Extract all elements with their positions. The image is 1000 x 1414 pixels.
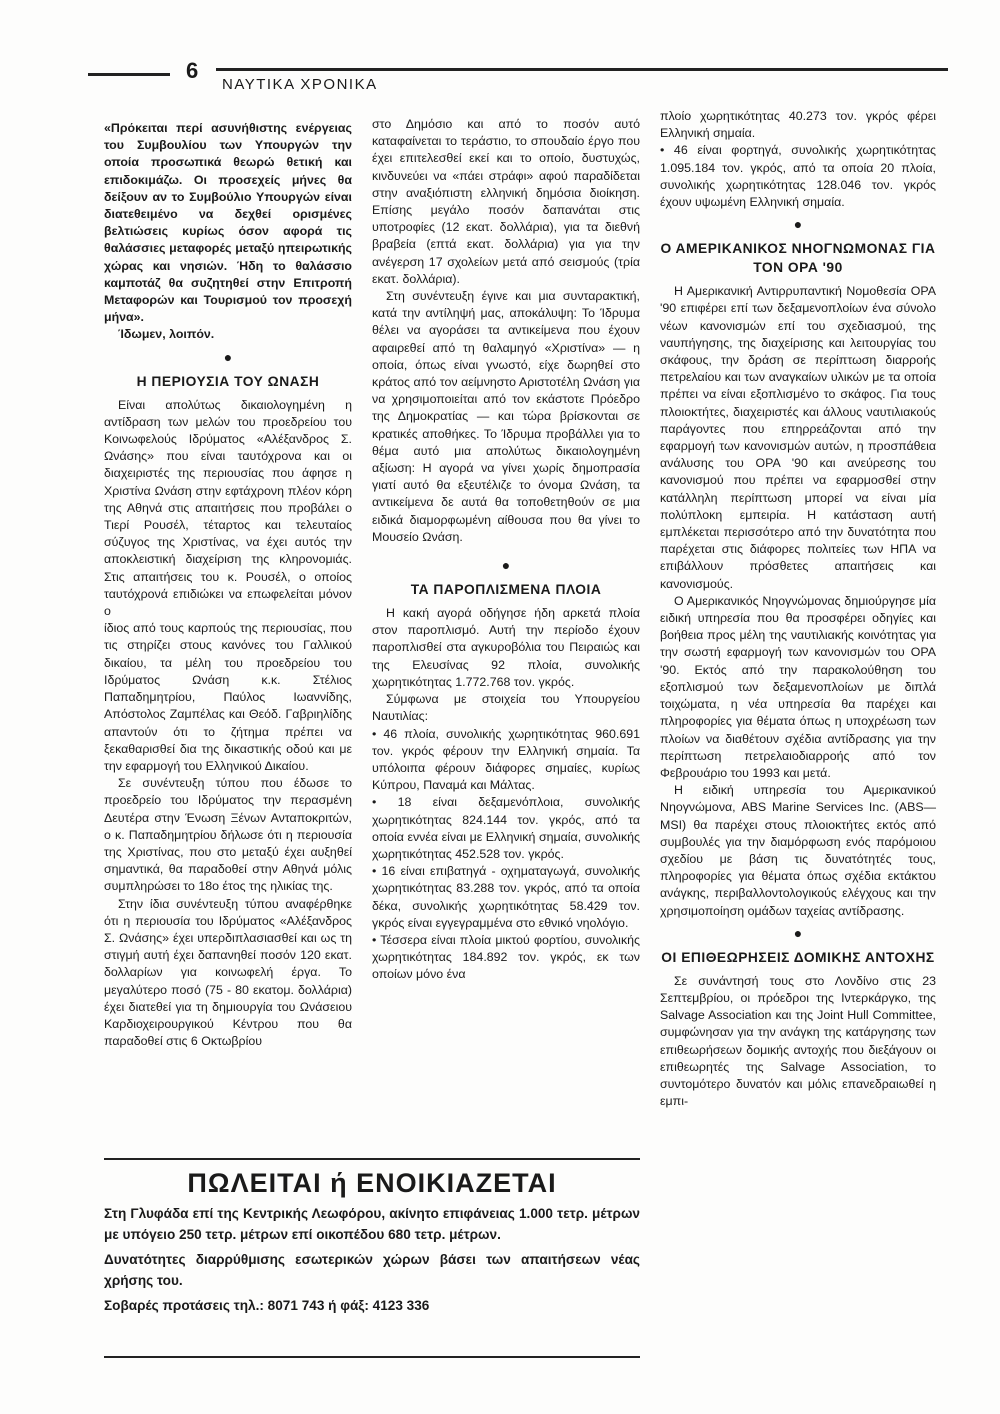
bullet-item: • 16 είναι επιβατηγά - οχηματαγωγά, συνολικής χωρητικότητας 83.288 τον. γκρός, από τα οποία δέκα, συνολικής χωρητικότητας 58.429 τον. γκρός είναι εγγεγραμμένα στο εθνικό νηολόγιο. (372, 864, 640, 930)
ad-contact: Σοβαρές προτάσεις τηλ.: 8071 743 ή φάξ: 4123 336 (104, 1298, 430, 1313)
article-heading-onassis: Η ΠΕΡΙΟΥΣΙΑ ΤΟΥ ΩΝΑΣΗ (136, 373, 320, 389)
article-heading-laid-up-ships: ΤΑ ΠΑΡΟΠΛΙΣΜΕΝΑ ΠΛΟΙΑ (410, 582, 602, 598)
ad-property-description: Στη Γλυφάδα επί της Κεντρικής Λεωφόρου, ακίνητο επιφάνειας 1.000 τετρ. μέτρων με υπόγειο 250 τετρ. μέτρων επί οικοπέδου 680 τετρ. μέτρων. (104, 1206, 640, 1242)
article-paragraph: στο Δημόσιο και από το ποσόν αυτό καταφαίνεται το τεράστιο, το σπουδαίο έργο που έχει επιτελεσθεί εκεί και το οποίο, δυστυχώς, κινδυνεύει να «πάει στράφι» αφού παραδίδεται στην αναξιόπιστη ελληνική δημόσια διοίκηση. Επίσης μεγάλο ποσόν δαπανάται στις υποτροφίες (12 εκατ. δολλάρια), για τα διεθνή βραβεία (επτά εκατ. δολλάρια) για για την ανέγερση 17 σχολείων μετά από σεισμούς (τρία εκατ. δολλάρια). (372, 117, 640, 286)
column-1 (104, 120, 352, 1050)
article-paragraph: Σε συνέντευξη τύπου που έδωσε το προεδρείο του Ιδρύματος την περασμένη Δευτέρα στην Ένωση Ξένων Ανταποκριτών, ο κ. Παπαδημητρίου δήλωσε ότι η περιουσία της Χριστίνας, που στο μεταξύ έχει αυξηθεί σημαντικά, θα παραδοθεί στην Αθηνά μόλις συμπληρώσει το 18ο έτος της ηλικίας της. (104, 776, 352, 894)
article-paragraph: Σε συνάντησή τους στο Λονδίνο στις 23 Σεπτεμβρίου, οι πρόεδροι της Ιντερκάργκο, της Salvage Association και της Joint Hull Committee, συμφώνησαν για την ανάγκη της κατάργησης των επιθεωρήσεων δομικής αντοχής που διεξάγουν οι επιθεωρητές της Salvage Association, το συντομότερο δυνατόν και μόλις επανεδραιωθεί η εμπι- (660, 973, 936, 1109)
column-2 (372, 116, 640, 984)
quote-closing: Ίδωμεν, λοιπόν. (118, 327, 215, 342)
article-paragraph: Σύμφωνα με στοιχεία του Υπουργείου Ναυτιλίας: (372, 692, 640, 724)
article-paragraph: Η ειδική υπηρεσία του Αμερικανικού Νηογνώμονα, ABS Marine Services Inc. (ABS—MSI) θα παρέχει στους πλοιοκτήτες εκτός από συμβουλές για την διαμόρφωση ενός παρόμοιου σχεδίου με βάση τις δυνατότητές τους, πληροφορίες για θέματα όπως σχέδια εκτάκτου ανάγκης, περιβαλλοντολογικούς ελέγχους και την χρησιμοποίηση ομάδων ταχείας αντίδρασης. (660, 783, 936, 918)
quote-paragraph: «Πρόκειται περί ασυνήθιστης ενέργειας του Συμβουλίου των Υπουργών την οποία προσωπικά θεωρώ θετική και επιδοκιμάζω. Οι προσεχείς μήνες θα δείξουν αν το Συμβούλιο Υπουργών είναι διατεθειμένο να δεχθεί ορισμένες βελτιώσεις κυρίως όσον αφορά τις θαλάσσιες μεταφορές μεταξύ ηπειρωτικής χώρας και νησιών. Ήδη το θαλάσσιο καμποτάζ θα συζητηθεί στην Επιτροπή Μεταφορών και Τουρισμού τον προσεχή μήνα». (104, 121, 352, 325)
bullet-item: • 46 πλοία, συνολικής χωρητικότητας 960.691 τον. γκρός φέρουν την Ελληνική σημαία. Τα υπόλοιπα φέρουν διάφορες σημαίες, κυρίως Κύπρου, Παναμά και Μάλτας. (372, 726, 640, 793)
article-paragraph: πλοίο χωρητικότητας 40.273 τον. γκρός φέρει Ελληνική σημαία. (660, 109, 936, 141)
ad-rule-bottom (104, 1356, 640, 1358)
section-divider-dot: ● (793, 216, 803, 233)
column-3 (660, 108, 936, 1110)
ad-rule-top (104, 1158, 640, 1160)
article-paragraph: Η κακή αγορά οδήγησε ήδη αρκετά πλοία στον παροπλισμό. Αυτή την περίοδο έχουν παροπλισθεί στα αγκυροβόλια του Πειραιώς και της Ελευσίνας 92 πλοία, συνολικής χωρητικότητας 1.772.768 τον. γκρός. (372, 606, 640, 689)
bullet-item: • 18 είναι δεξαμενόπλοια, συνολικής χωρητικότητας 824.144 τον. γκρός, από τα οποία εννέα είναι με Ελληνική σημαία, συνολικής χωρητικότητας 452.528 τον. γκρός. (372, 795, 640, 861)
page-number: 6 (186, 58, 199, 83)
bullet-item: • Τέσσερα είναι πλοία μικτού φορτίου, συνολικής χωρητικότητας 184.892 τον. γκρός, εκ των οποίων μόνο ένα (372, 932, 640, 982)
section-divider-dot: ● (793, 924, 803, 941)
section-divider-dot: ● (223, 348, 233, 365)
bullet-item: • 46 είναι φορτηγά, συνολικής χωρητικότητας 1.095.184 τον. γκρός, από τα οποία 20 πλοία, συνολικής χωρητικότητας 128.046 τον. γκρός έχουν υψωμένη Ελληνική σημαία. (660, 143, 936, 210)
article-paragraph: Η Αμερικανική Αντιρρυπαντική Νομοθεσία ΟΡΑ '90 επιφέρει επί των δεξαμενοπλοίων ένα σύνολο νέων κανονισμών επί του σχεδιασμού, της ναυπήγησης, της διαχείρισης και λειτουργίας του σκάφους, την δράση σε περίπτωση διαρροής πετρελαίου και των αναγκαίων υλικών με τα οποία πρέπει να είναι εξοπλισμένο το σκάφος. Για τους πλοιοκτήτες, διαχειριστές και άλλους ναυτιλιακούς παράγοντες που επηρρεάζονται από την εφαρμογή των κανονισμών αυτών, η προσπάθεια ανάλυσης του ΟΡΑ '90 και ανεύρεσης του κανονισμού που πρέπει να εφαρμοσθεί στην κατάλληλη περίπτωση μπορεί να είναι μία πολύπλοκη εμπειρία. Η κατάσταση αυτή εμπλέκεται περισσότερο από την δυνατότητα που παρέχεται στις διάφορες πολιτείες των ΗΠΑ να επιβάλλουν πρόσθετες απαιτήσεις και κανονισμούς. (660, 284, 936, 591)
publication-title: ΝΑΥΤΙΚΑ ΧΡΟΝΙΚΑ (222, 76, 378, 93)
article-heading-structural-surveys: ΟΙ ΕΠΙΘΕΩΡΗΣΕΙΣ ΔΟΜΙΚΗΣ ΑΝΤΟΧΗΣ (661, 949, 935, 965)
ad-layout-note: Δυνατότητες διαρρύθμισης εσωτερικών χώρων βάσει των απαιτήσεων νέας χρήσης του. (104, 1252, 640, 1288)
classified-advertisement (104, 1168, 640, 1316)
article-paragraph: Στην ίδια συνέντευξη τύπου αναφέρθηκε ότι η περιουσία του Ιδρύματος «Αλέξανδρος Σ. Ωνάσης» έχει υπερδιπλασιασθεί και ως τη στιγμή αυτή έχει δαπανηθεί ποσόν 120 εκατ. δολλαρίων για κοινωφελή έργα. Το μεγαλύτερο ποσό (75 - 80 εκατομ. δολλάρια) έχει διατεθεί για τη δημιουργία του Ωνάσειου Καρδιοχειρουργικού Κέντρου που θα παραδοθεί στις 6 Οκτωβρίου (104, 896, 352, 1049)
ad-title: ΠΩΛΕΙΤΑΙ ή ΕΝΟΙΚΙΑΖΕΤΑΙ (187, 1168, 557, 1198)
header-rule-top (216, 68, 948, 71)
article-paragraph: Είναι απολύτως δικαιολογημένη η αντίδραση των μελών του προεδρείου του Κοινωφελούς Ιδρύματος «Αλέξανδρος Σ. Ωνάσης» που είναι ταυτόχρονα και οι διαχειριστές της περιουσίας που άφησε η Χριστίνα Ωνάση στην εφτάχρονη πλέον κόρη της Αθηνά στις απαιτήσεις που προβάλει ο Τιερί Ρουσέλ, τέταρτος και τελευταίος σύζυγος της Χριστίνας, να έχει αυτός την αποκλειστική διαχείριση της κληρονομιάς. Στις απαιτήσεις του κ. Ρουσέλ, ο οποίος ταυτόχρονά επιδιώκει να επωφελείται μόνον ο (104, 397, 352, 619)
article-heading-abs-opa90: Ο ΑΜΕΡΙΚΑΝΙΚΟΣ ΝΗΟΓΝΩΜΟΝΑΣ ΓΙΑ ΤΟΝ ΟΡΑ '90 (660, 241, 936, 276)
article-paragraph: ίδιος από τους καρπούς της περιουσίας, που τις στηρίζει στους κανόνες του Γαλλικού δικαίου, τα μέλη του προεδρείου του Ιδρύματος Ωνάση κ.κ. Στέλιος Παπαδημητρίου, Παύλος Ιωαννίδης, Απόστολος Ζαμπέλας και Θεόδ. Γαβριηλίδης απαντούν ότι το ζήτημα πρέπει να ξεκαθαρισθεί δια της δικαστικής οδού και με την εφαρμογή του Ελληνικού Δικαίου. (104, 621, 352, 773)
article-paragraph: Στη συνέντευξη έγινε και μια συνταρακτική, κατά την αντίληψή μας, αποκάλυψη: Το Ίδρυμα θέλει να αγοράσει τα αντικείμενα που έχουν αφαιρεθεί από τη θαλαμηγό «Χριστίνα» — η οποία, όπως είναι γνωστό, είχε δωρηθεί στο κράτος από τον αείμνηστο Αριστοτέλη Ωνάση για να χρησιμοποιείται από τον εκάστοτε Πρόεδρο της Δημοκρατίας — και τώρα βρίσκονται σε κρατικές αποθήκες. Το Ίδρυμα προβάλλει για το θέμα αυτό μια απολύτως δικαιολογημένη αξίωση: Η αγορά να γίνει χωρίς δημοπρασία γιατί αυτό θα εξευτέλιζε το όνομα Ωνάση, τα αντικείμενα δε αυτά θα τοποθετηθούν σε μια ειδικά διαμορφωμένη αίθουσα που θα γίνει το Μουσείο Ωνάση. (372, 289, 640, 544)
page-header (88, 58, 948, 98)
section-divider-dot: ● (501, 557, 511, 574)
header-rule-left (88, 73, 170, 76)
article-paragraph: Ο Αμερικανικός Νηογνώμονας δημιούργησε μία ειδική υπηρεσία που θα προσφέρει οδηγίες και βοήθεια προς μέλη της ναυτιλιακής κοινότητας για την σωστή εφαρμογή των κανονισμών του ΟΡΑ '90. Εκτός από την παρακολούθηση του εξοπλισμού των δεξαμενοπλοίων με διπλά τοιχώματα, η νέα υπηρεσία θα παρέχει και πληροφορίες για θέματα όπως η υποχρέωση των πλοίων να διαθέτουν σχέδια αντίδρασης για την περίπτωση πετρελαιοδιαρροής από τον Φεβρουάριο του 1993 και μετά. (660, 593, 936, 780)
